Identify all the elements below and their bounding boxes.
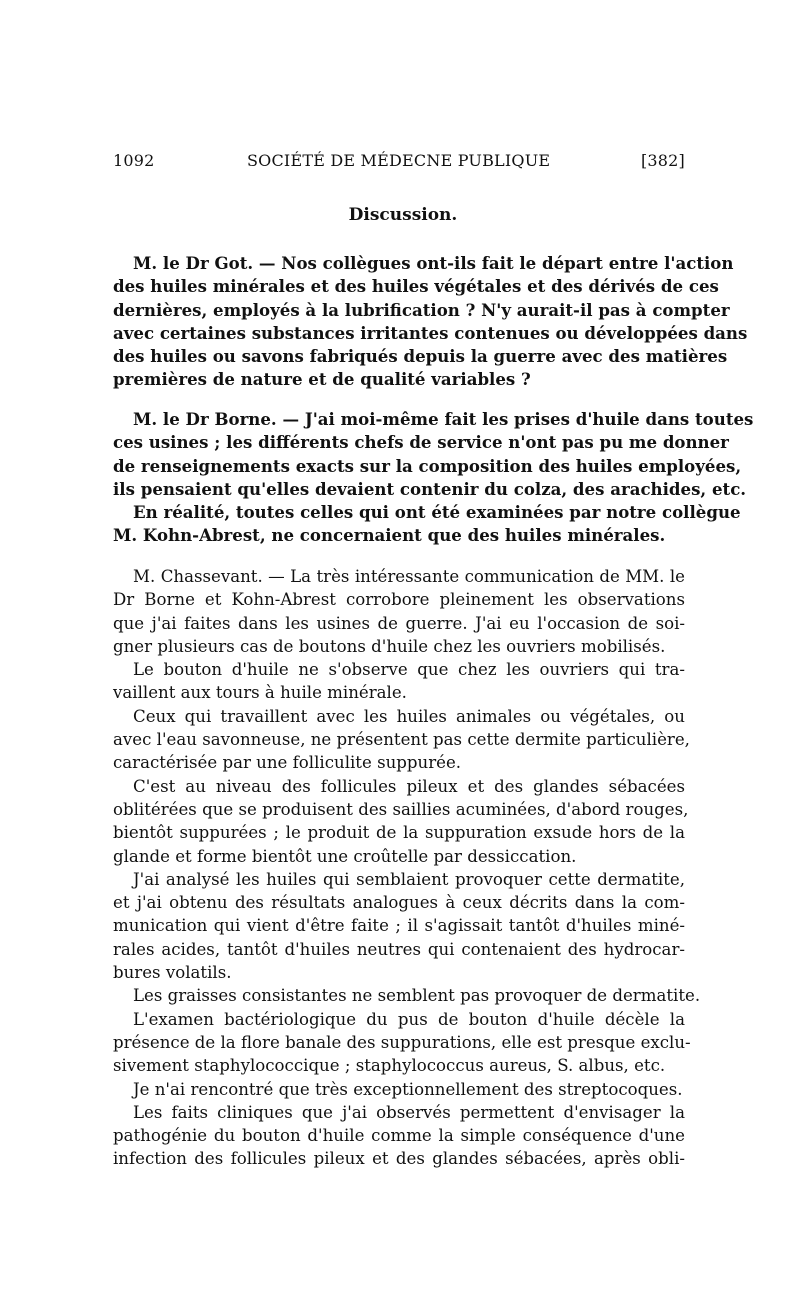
text-line: Ceux qui travaillent avec les huiles animales ou végétales, ou xyxy=(133,706,685,726)
text-line: oblitérées que se produisent des saillies acuminées, d'abord rouges, xyxy=(113,799,689,819)
text-line: M. Chassevant. — La très intéressante communication de MM. le xyxy=(133,567,685,586)
text-line: Les graisses consistantes ne semblent pas provoquer de dermatite. xyxy=(133,986,701,1006)
text-line: Je n'ai rencontré que très exceptionnellement des streptocoques. xyxy=(133,1079,683,1099)
text-line: glande et forme bientôt une croûtelle par dessiccation. xyxy=(113,846,577,866)
running-header xyxy=(113,151,685,175)
text-line: avec l'eau savonneuse, ne présentent pas cette dermite particulière, xyxy=(113,730,690,750)
text-line: sivement staphylococcique ; staphylococcus aureus, S. albus, etc. xyxy=(113,1056,666,1076)
text-line: M. le Dr Borne. — J'ai moi-même fait les prises d'huile dans toutes xyxy=(133,409,754,429)
text-line: présence de la flore banale des suppurations, elle est presque exclu- xyxy=(113,1032,691,1052)
page-number: 1092 xyxy=(113,151,155,170)
text-line: L'examen bactériologique du pus de bouton d'huile décèle la xyxy=(133,1009,685,1029)
paragraph-chassevant xyxy=(113,565,701,1171)
text-line: gner plusieurs cas de boutons d'huile chez les ouvriers mobilisés. xyxy=(113,636,666,656)
text-line: premières de nature et de qualité variables ? xyxy=(113,369,531,390)
text-line: infection des follicules pileux et des glandes sébacées, après obli- xyxy=(113,1149,685,1169)
text-line: rales acides, tantôt d'huiles neutres qui contenaient des hydrocar- xyxy=(113,939,685,959)
text-line: des huiles minérales et des huiles végétales et des dérivés de ces xyxy=(113,276,719,297)
text-line: que j'ai faites dans les usines de guerre. J'ai eu l'occasion de soi- xyxy=(113,613,685,633)
text-line: de renseignements exacts sur la composition des huiles employées, xyxy=(113,455,742,476)
text-line: dernières, employés à la lubrification ? N'y aurait-il pas à compter xyxy=(113,299,730,320)
text-line: munication qui vient d'être faite ; il s'agissait tantôt d'huiles miné- xyxy=(113,916,685,936)
text-line: des huiles ou savons fabriqués depuis la guerre avec des matières xyxy=(113,346,728,367)
text-line: vaillent aux tours à huile minérale. xyxy=(113,683,407,703)
text-line: caractérisée par une folliculite suppurée. xyxy=(113,753,462,773)
text-line: bures volatils. xyxy=(113,963,232,983)
section-heading: Discussion. xyxy=(348,205,458,225)
running-title: SOCIÉTÉ DE MÉDECNE PUBLIQUE xyxy=(247,151,551,170)
text-line: C'est au niveau des follicules pileux et des glandes sébacées xyxy=(133,776,685,796)
text-line: En réalité, toutes celles qui ont été examinées par notre collègue xyxy=(133,502,741,523)
text-line: Le bouton d'huile ne s'observe que chez les ouvriers qui tra- xyxy=(133,660,685,680)
text-line: M. le Dr Got. — Nos collègues ont-ils fait le départ entre l'action xyxy=(133,253,734,273)
text-line: pathogénie du bouton d'huile comme la simple conséquence d'une xyxy=(113,1126,685,1146)
text-line: bientôt suppurées ; le produit de la suppuration exsude hors de la xyxy=(113,823,685,843)
paragraph-borne xyxy=(113,408,754,548)
bracket-page-number: [382] xyxy=(640,151,685,170)
text-line: J'ai analysé les huiles qui semblaient provoquer cette dermatite, xyxy=(133,869,685,889)
text-line: ces usines ; les différents chefs de service n'ont pas pu me donner xyxy=(113,432,729,453)
text-line: et j'ai obtenu des résultats analogues à ceux décrits dans la com- xyxy=(113,893,685,913)
text-line: avec certaines substances irritantes contenues ou développées dans xyxy=(113,322,748,343)
text-line: M. Kohn-Abrest, ne concernaient que des huiles minérales. xyxy=(113,525,666,546)
text-line: Dr Borne et Kohn-Abrest corrobore pleinement les observations xyxy=(113,590,685,610)
text-line: Les faits cliniques que j'ai observés permettent d'envisager la xyxy=(133,1102,685,1122)
paragraph-got xyxy=(113,252,748,392)
text-line: ils pensaient qu'elles devaient contenir du colza, des arachides, etc. xyxy=(113,478,747,499)
